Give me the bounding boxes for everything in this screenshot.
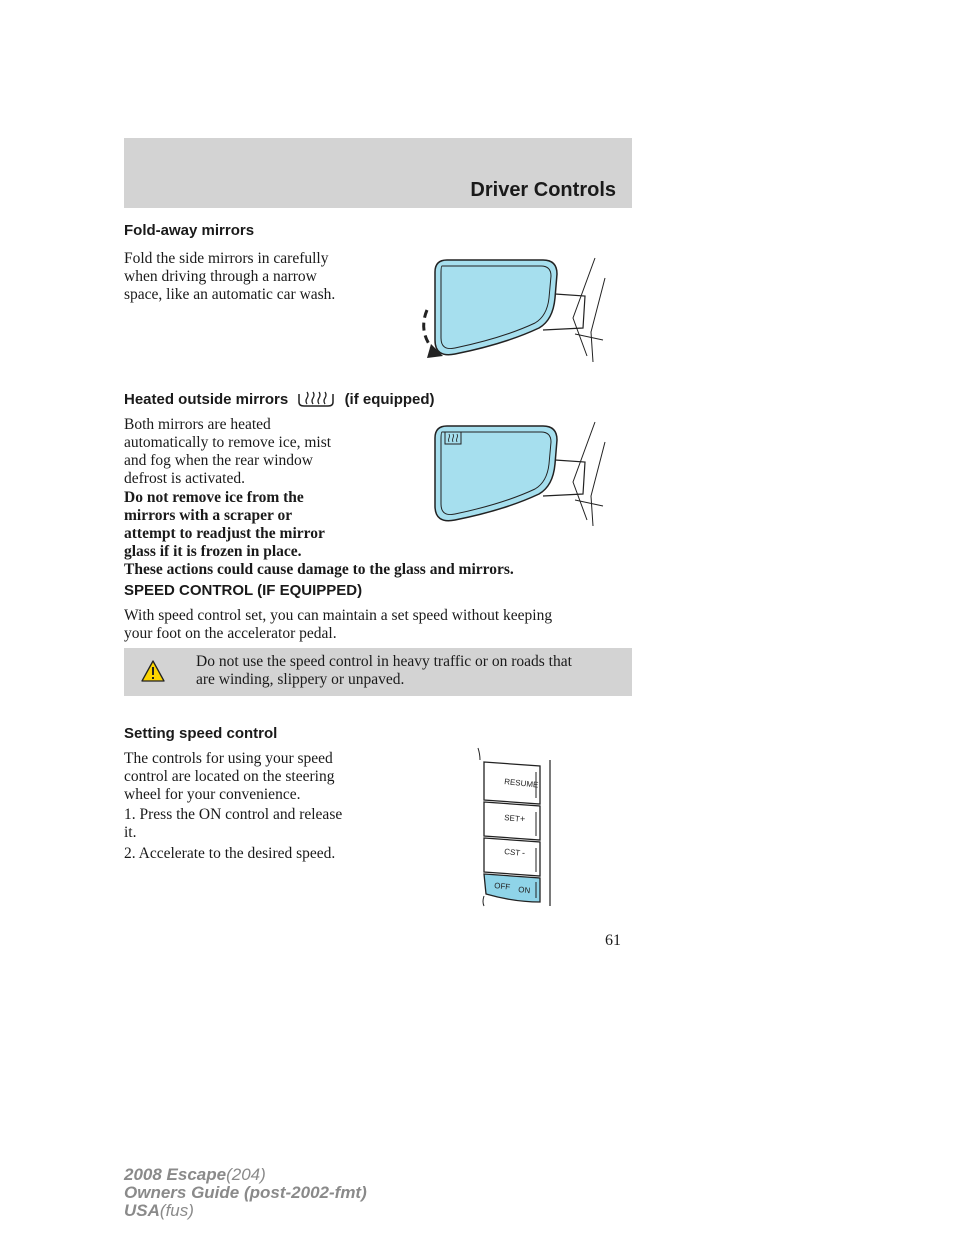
heated-warning-line-4: glass if it is frozen in place.: [124, 543, 302, 560]
off-label: OFF: [493, 881, 511, 892]
footer-market: USA: [124, 1201, 160, 1220]
warning-triangle-icon: [140, 659, 166, 683]
plus-label: +: [520, 814, 526, 824]
cst-label: CST: [503, 847, 521, 858]
heated-warning-line-5: These actions could cause damage to the glass and mirrors.: [124, 561, 514, 578]
cst-button: [484, 838, 540, 876]
warning-line-1: Do not use the speed control in heavy traffic or on roads that: [196, 653, 572, 670]
setting-heading: Setting speed control: [124, 725, 278, 742]
step-1-line-2: it.: [124, 824, 137, 841]
footer-model: 2008 Escape: [124, 1165, 227, 1184]
footer-market-code: (fus): [159, 1201, 194, 1220]
footer-line-1: [124, 1166, 367, 1184]
set-label: SET: [503, 813, 521, 824]
section-header-band: [124, 138, 632, 208]
resume-label: RESUME: [503, 777, 539, 790]
warning-line-2: are winding, slippery or unpaved.: [196, 671, 405, 688]
heated-body: [124, 416, 331, 488]
heated-mirror-illustration: [395, 410, 615, 532]
heated-heading-main: Heated outside mirrors: [124, 391, 289, 408]
footer-line-2: [124, 1184, 367, 1202]
heated-line-3: and fog when the rear window: [124, 452, 313, 469]
heated-warning-line-2: mirrors with a scraper or: [124, 507, 293, 524]
heated-warning-line-1: Do not remove ice from the: [124, 489, 304, 506]
heated-line-4: defrost is activated.: [124, 470, 245, 487]
footer-info: [124, 1166, 367, 1220]
rear-defrost-icon: [296, 390, 336, 410]
setting-step-2: 2. Accelerate to the desired speed.: [124, 845, 336, 862]
setting-line-3: wheel for your convenience.: [124, 786, 301, 803]
setting-body: [124, 750, 334, 804]
fold-mirror-illustration: [395, 244, 615, 372]
set-button: [484, 802, 540, 840]
setting-line-1: The controls for using your speed: [124, 750, 333, 767]
footer-guide: Owners Guide (post-2002-fmt): [124, 1183, 367, 1202]
section-title: Driver Controls: [470, 179, 616, 201]
speed-control-buttons-illustration: [474, 746, 560, 908]
setting-line-2: control are located on the steering: [124, 768, 335, 785]
heated-heading: [124, 390, 435, 410]
fold-away-line-3: space, like an automatic car wash.: [124, 286, 336, 303]
footer-line-3: [124, 1202, 367, 1220]
speed-control-heading: SPEED CONTROL (IF EQUIPPED): [124, 582, 363, 599]
on-off-button: [484, 874, 540, 902]
fold-away-body: [124, 250, 335, 304]
speed-intro-line-1: With speed control set, you can maintain a set speed without keeping: [124, 607, 553, 624]
fold-away-line-2: when driving through a narrow: [124, 268, 317, 285]
footer-model-code: (204): [226, 1165, 266, 1184]
speed-control-intro: [124, 607, 552, 643]
minus-label: -: [522, 848, 525, 858]
warning-text: [196, 653, 572, 689]
speed-intro-line-2: your foot on the accelerator pedal.: [124, 625, 337, 642]
on-label: ON: [517, 885, 531, 896]
heated-warning-line-3: attempt to readjust the mirror: [124, 525, 325, 542]
heated-heading-suffix: (if equipped): [344, 391, 435, 408]
step-1-line-1: 1. Press the ON control and release: [124, 806, 343, 823]
fold-away-line-1: Fold the side mirrors in carefully: [124, 250, 329, 267]
warning-box: [124, 648, 632, 696]
fold-away-heading: Fold-away mirrors: [124, 222, 255, 239]
heated-line-2: automatically to remove ice, mist: [124, 434, 332, 451]
heated-line-1: Both mirrors are heated: [124, 416, 271, 433]
page-number: 61: [605, 932, 621, 949]
resume-button: [484, 762, 540, 804]
setting-step-1: [124, 806, 342, 842]
